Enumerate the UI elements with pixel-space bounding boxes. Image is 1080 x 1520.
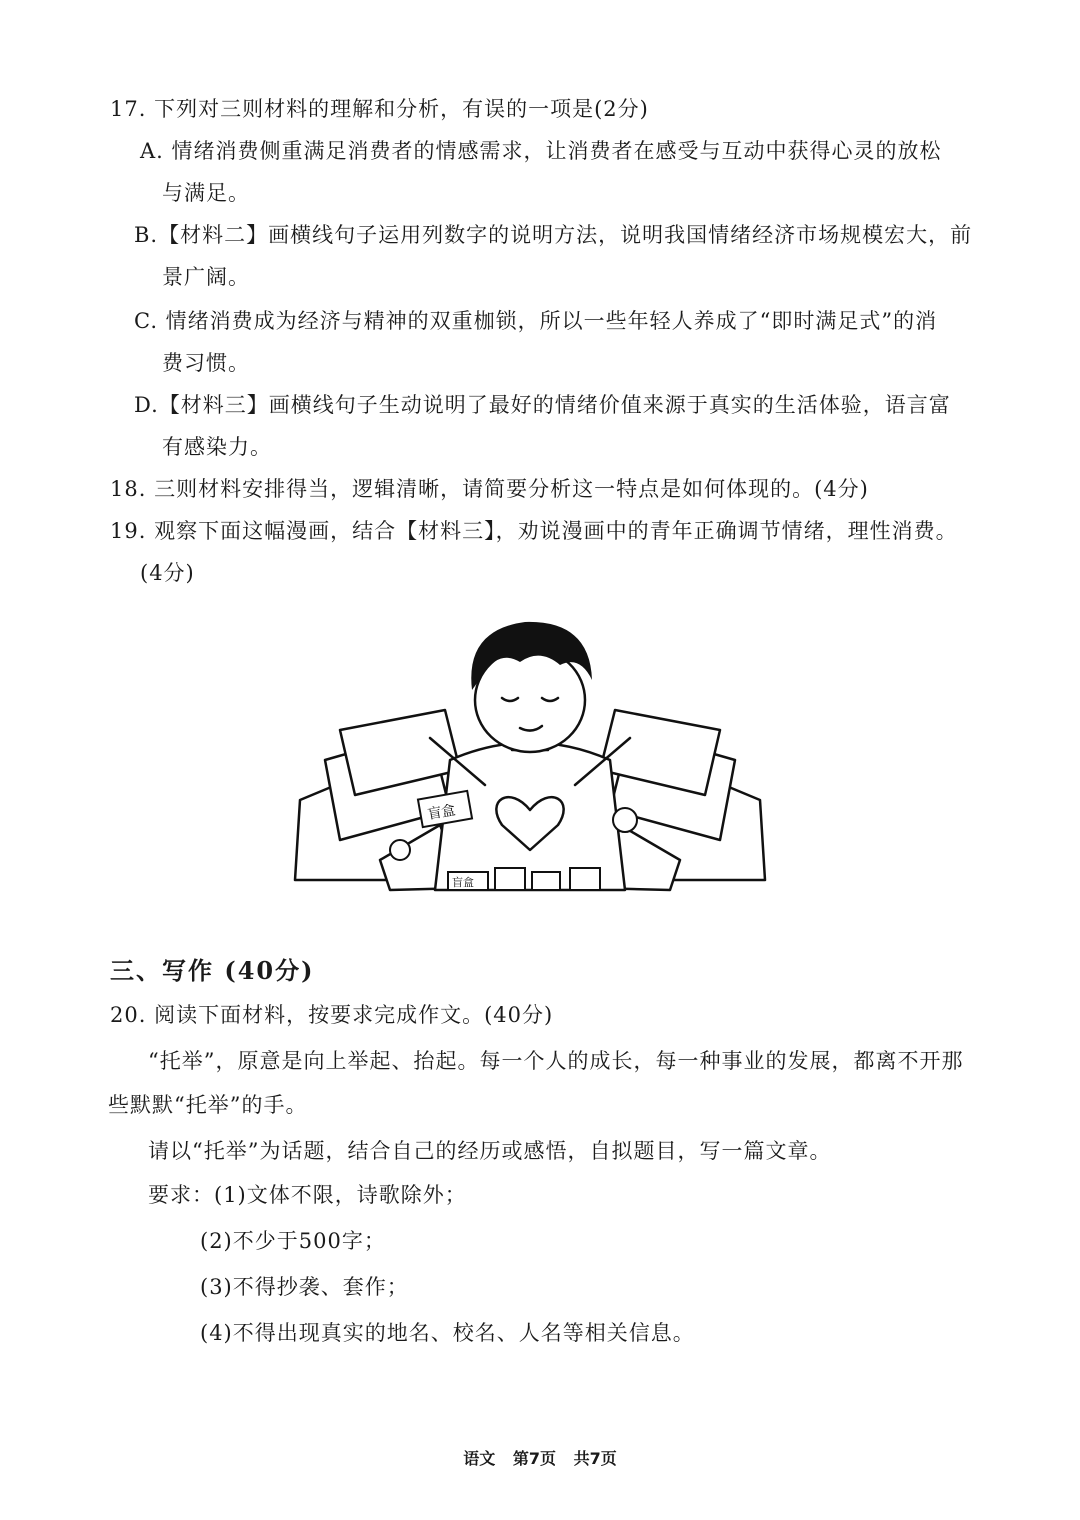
q20-prompt: 请以“托举”为话题，结合自己的经历或感悟，自拟题目，写一篇文章。: [148, 1139, 832, 1163]
q20-material-line1: “托举”，原意是向上举起、抬起。每一个人的成长，每一种事业的发展，都离不开那: [148, 1049, 964, 1073]
q20-requirement-4: (4)不得出现真实的地名、校名、人名等相关信息。: [200, 1321, 695, 1345]
q20-requirement-2: (2)不少于500字；: [200, 1229, 386, 1253]
q17-option-c: C. 情绪消费成为经济与精神的双重枷锁，所以一些年轻人养成了“即时满足式”的消: [134, 309, 938, 333]
q20-requirement-3: (3)不得抄袭、套作；: [200, 1275, 409, 1299]
q20-material-line2: 些默默“托举”的手。: [108, 1093, 308, 1117]
q17-option-c-cont: 费习惯。: [162, 351, 250, 375]
q17-option-d-cont: 有感染力。: [162, 435, 272, 459]
q17-option-a: A. 情绪消费侧重满足消费者的情感需求，让消费者在感受与互动中获得心灵的放松: [140, 139, 942, 163]
q17-option-b-cont: 景广阔。: [162, 265, 250, 289]
footer-subject: 语文: [463, 1449, 496, 1468]
page-footer: [0, 1446, 1080, 1469]
blind-box-label-2: 盲盒: [452, 876, 474, 889]
cartoon-illustration: [280, 610, 780, 900]
footer-total: 共7页: [573, 1449, 617, 1468]
q17-option-d: D.【材料三】画横线句子生动说明了最好的情绪价值来源于真实的生活体验，语言富: [134, 393, 951, 417]
section-title-writing: 三、写作 (40分): [110, 956, 315, 985]
blind-box-label: 盲盒: [426, 802, 457, 823]
question-19-score: (4分): [140, 561, 195, 585]
footer-page: 第7页: [512, 1449, 556, 1468]
question-19: 19. 观察下面这幅漫画，结合【材料三】，劝说漫画中的青年正确调节情绪，理性消费。: [110, 519, 958, 543]
q17-stem: 17. 下列对三则材料的理解和分析，有误的一项是(2分): [110, 97, 649, 121]
question-18: 18. 三则材料安排得当，逻辑清晰，请简要分析这一特点是如何体现的。(4分): [110, 477, 869, 501]
q17-option-a-cont: 与满足。: [162, 181, 250, 205]
q20-stem: 20. 阅读下面材料，按要求完成作文。(40分): [110, 1003, 554, 1027]
q17-option-b: B.【材料二】画横线句子运用列数字的说明方法，说明我国情绪经济市场规模宏大，前: [134, 223, 973, 247]
q20-requirement-1: 要求：(1)文体不限，诗歌除外；: [148, 1183, 467, 1207]
